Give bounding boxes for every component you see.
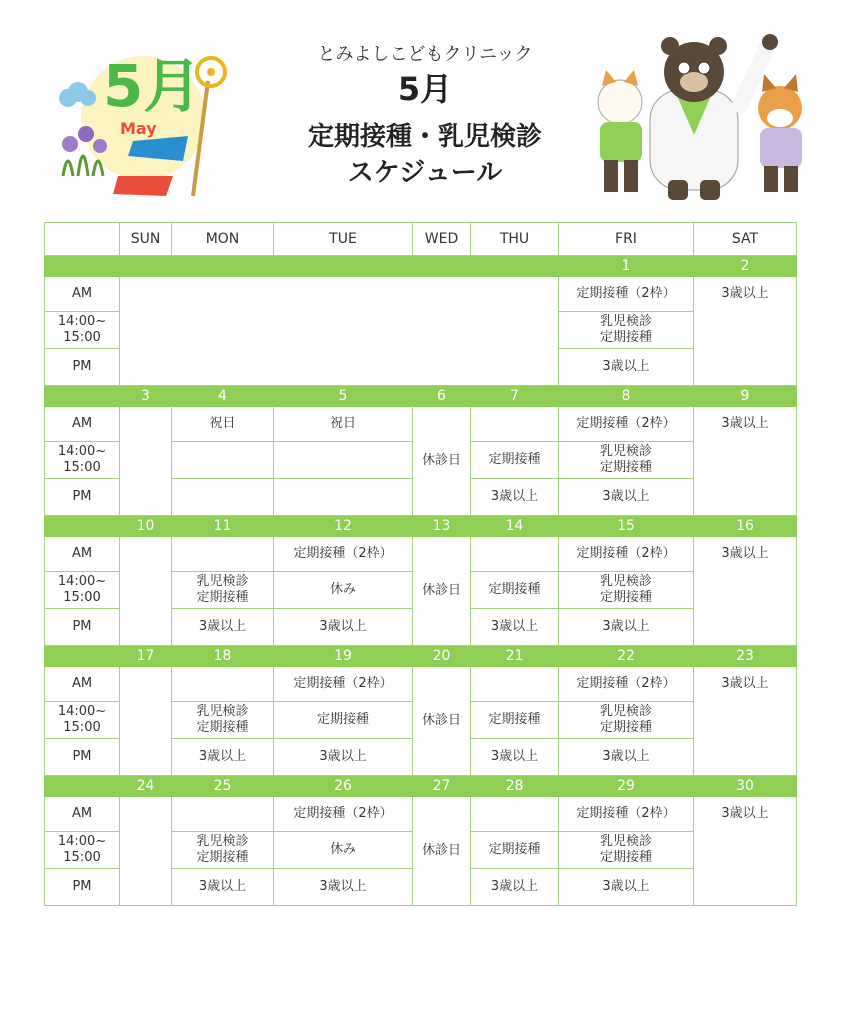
schedule-cell: 3歳以上 xyxy=(694,537,797,646)
slot-label-afternoon xyxy=(45,832,120,869)
schedule-cell: 定期接種（2枠） xyxy=(559,667,694,702)
empty-cell xyxy=(172,479,274,516)
schedule-cell: 3歳以上 xyxy=(694,667,797,776)
date-cell: 9 xyxy=(694,386,797,407)
date-cell: 6 xyxy=(413,386,471,407)
schedule-cell: 定期接種（2枠） xyxy=(559,537,694,572)
schedule-cell xyxy=(172,572,274,609)
am-row xyxy=(45,667,797,702)
cell-line: 定期接種 xyxy=(599,720,652,735)
empty-cell xyxy=(471,797,559,832)
schedule-title-line2: スケジュール xyxy=(347,158,503,188)
am-row xyxy=(45,277,797,312)
slot-time-end: 15:00 xyxy=(63,460,101,475)
empty-cell xyxy=(120,797,172,906)
schedule-cell xyxy=(559,442,694,479)
slot-label-afternoon xyxy=(45,702,120,739)
date-cell: 10 xyxy=(120,516,172,537)
closed-day-cell: 休診日 xyxy=(413,667,471,776)
date-row xyxy=(45,256,797,277)
date-cell: 2 xyxy=(694,256,797,277)
cell-line: 定期接種 xyxy=(196,850,249,865)
cell-line: 定期接種 xyxy=(599,850,652,865)
date-cell: 20 xyxy=(413,646,471,667)
schedule-cell: 3歳以上 xyxy=(274,869,413,906)
slot-time-start: 14:00~ xyxy=(57,834,107,849)
schedule-cell: 3歳以上 xyxy=(471,869,559,906)
schedule-cell: 3歳以上 xyxy=(559,479,694,516)
am-row xyxy=(45,797,797,832)
cell-line: 定期接種 xyxy=(599,460,652,475)
slot-label-am: AM xyxy=(45,797,120,832)
empty-cell xyxy=(172,537,274,572)
schedule-cell: 定期接種 xyxy=(471,832,559,869)
schedule-cell: 定期接種（2枠） xyxy=(559,277,694,312)
weekday-header-row xyxy=(45,223,797,256)
header-fri: FRI xyxy=(559,223,694,256)
schedule-cell: 定期接種 xyxy=(471,442,559,479)
empty-cell xyxy=(274,479,413,516)
date-cell xyxy=(471,256,559,277)
empty-cell xyxy=(120,667,172,776)
date-cell: 7 xyxy=(471,386,559,407)
schedule-cell: 3歳以上 xyxy=(559,349,694,386)
slot-time-start: 14:00~ xyxy=(57,574,107,589)
schedule-cell: 定期接種（2枠） xyxy=(559,797,694,832)
slot-label-afternoon xyxy=(45,312,120,349)
date-cell-blank xyxy=(45,386,120,407)
badge-month-english: May xyxy=(120,119,157,138)
slot-label-am: AM xyxy=(45,407,120,442)
slot-label-pm: PM xyxy=(45,349,120,386)
date-cell: 24 xyxy=(120,776,172,797)
closed-day-cell: 休診日 xyxy=(413,407,471,516)
slot-label-pm: PM xyxy=(45,869,120,906)
date-cell: 5 xyxy=(274,386,413,407)
slot-label-afternoon xyxy=(45,442,120,479)
schedule-cell: 3歳以上 xyxy=(274,739,413,776)
date-cell: 28 xyxy=(471,776,559,797)
slot-time-start: 14:00~ xyxy=(57,704,107,719)
schedule-cell: 定期接種 xyxy=(471,572,559,609)
date-cell: 14 xyxy=(471,516,559,537)
date-cell: 15 xyxy=(559,516,694,537)
slot-label-pm: PM xyxy=(45,609,120,646)
schedule-cell xyxy=(559,832,694,869)
schedule-title-line1: 定期接種・乳児検診 xyxy=(307,122,542,152)
date-cell: 3 xyxy=(120,386,172,407)
schedule-cell: 定期接種 xyxy=(471,702,559,739)
cell-line: 乳児検診 xyxy=(599,574,652,589)
closed-day-cell: 休診日 xyxy=(413,797,471,906)
schedule-cell: 3歳以上 xyxy=(172,739,274,776)
may-koinobori-illustration xyxy=(48,36,248,201)
page-header xyxy=(0,0,853,215)
date-cell: 16 xyxy=(694,516,797,537)
schedule-cell: 休み xyxy=(274,832,413,869)
month-title: 5月 xyxy=(397,70,453,108)
date-cell-blank xyxy=(45,646,120,667)
empty-cell xyxy=(120,537,172,646)
slot-label-pm: PM xyxy=(45,739,120,776)
header-blank xyxy=(45,223,120,256)
slot-label-pm: PM xyxy=(45,479,120,516)
date-cell: 12 xyxy=(274,516,413,537)
date-cell-blank xyxy=(45,256,120,277)
clinic-name: とみよしこどもクリニック xyxy=(317,44,533,65)
date-cell: 1 xyxy=(559,256,694,277)
cell-line: 乳児検診 xyxy=(196,704,249,719)
date-cell: 11 xyxy=(172,516,274,537)
slot-time-start: 14:00~ xyxy=(57,314,107,329)
schedule-cell: 3歳以上 xyxy=(471,479,559,516)
date-cell: 17 xyxy=(120,646,172,667)
slot-label-afternoon xyxy=(45,572,120,609)
schedule-cell: 3歳以上 xyxy=(274,609,413,646)
date-cell-blank xyxy=(45,776,120,797)
schedule-cell: 3歳以上 xyxy=(694,277,797,386)
date-cell: 29 xyxy=(559,776,694,797)
closed-day-cell: 休診日 xyxy=(413,537,471,646)
schedule-cell xyxy=(172,702,274,739)
schedule-cell xyxy=(559,312,694,349)
schedule-cell: 定期接種（2枠） xyxy=(274,537,413,572)
schedule-cell xyxy=(559,572,694,609)
header-sun: SUN xyxy=(120,223,172,256)
slot-time-end: 15:00 xyxy=(63,330,101,345)
schedule-cell: 祝日 xyxy=(274,407,413,442)
cell-line: 乳児検診 xyxy=(599,704,652,719)
am-row xyxy=(45,537,797,572)
date-cell xyxy=(274,256,413,277)
mascot-characters-illustration xyxy=(590,30,820,210)
date-cell: 30 xyxy=(694,776,797,797)
cell-line: 乳児検診 xyxy=(196,574,249,589)
date-cell: 21 xyxy=(471,646,559,667)
header-wed: WED xyxy=(413,223,471,256)
schedule-cell: 定期接種（2枠） xyxy=(559,407,694,442)
schedule-cell: 3歳以上 xyxy=(172,869,274,906)
schedule-cell: 定期接種 xyxy=(274,702,413,739)
date-cell xyxy=(413,256,471,277)
empty-cell xyxy=(120,407,172,516)
schedule-cell: 3歳以上 xyxy=(471,609,559,646)
date-cell: 25 xyxy=(172,776,274,797)
cell-line: 乳児検診 xyxy=(599,444,652,459)
header-mon: MON xyxy=(172,223,274,256)
cell-line: 定期接種 xyxy=(599,590,652,605)
date-row xyxy=(45,646,797,667)
date-cell: 8 xyxy=(559,386,694,407)
cell-line: 乳児検診 xyxy=(599,834,652,849)
am-row xyxy=(45,407,797,442)
schedule-cell: 3歳以上 xyxy=(559,869,694,906)
cell-line: 定期接種 xyxy=(196,590,249,605)
slot-label-am: AM xyxy=(45,667,120,702)
header-sat: SAT xyxy=(694,223,797,256)
slot-label-am: AM xyxy=(45,277,120,312)
schedule-cell: 祝日 xyxy=(172,407,274,442)
cell-line: 定期接種 xyxy=(196,720,249,735)
slot-time-start: 14:00~ xyxy=(57,444,107,459)
schedule-cell: 定期接種（2枠） xyxy=(274,797,413,832)
empty-cell xyxy=(172,797,274,832)
empty-cell xyxy=(471,537,559,572)
schedule-cell: 3歳以上 xyxy=(694,407,797,516)
empty-cell xyxy=(172,667,274,702)
schedule-calendar xyxy=(44,222,797,906)
date-cell: 22 xyxy=(559,646,694,667)
date-cell: 23 xyxy=(694,646,797,667)
slot-time-end: 15:00 xyxy=(63,590,101,605)
cell-line: 乳児検診 xyxy=(599,314,652,329)
schedule-cell: 3歳以上 xyxy=(694,797,797,906)
date-cell: 13 xyxy=(413,516,471,537)
date-row xyxy=(45,776,797,797)
date-cell: 19 xyxy=(274,646,413,667)
schedule-cell: 3歳以上 xyxy=(559,609,694,646)
empty-cell xyxy=(120,277,559,386)
slot-label-am: AM xyxy=(45,537,120,572)
empty-cell xyxy=(274,442,413,479)
date-cell xyxy=(120,256,172,277)
date-cell: 18 xyxy=(172,646,274,667)
header-tue: TUE xyxy=(274,223,413,256)
slot-time-end: 15:00 xyxy=(63,720,101,735)
cell-line: 乳児検診 xyxy=(196,834,249,849)
slot-time-end: 15:00 xyxy=(63,850,101,865)
date-cell: 27 xyxy=(413,776,471,797)
header-thu: THU xyxy=(471,223,559,256)
schedule-cell: 定期接種（2枠） xyxy=(274,667,413,702)
schedule-cell: 3歳以上 xyxy=(559,739,694,776)
empty-cell xyxy=(172,442,274,479)
schedule-cell xyxy=(172,832,274,869)
empty-cell xyxy=(471,667,559,702)
schedule-cell: 3歳以上 xyxy=(172,609,274,646)
schedule-cell: 3歳以上 xyxy=(471,739,559,776)
date-cell-blank xyxy=(45,516,120,537)
date-row xyxy=(45,386,797,407)
date-cell xyxy=(172,256,274,277)
empty-cell xyxy=(471,407,559,442)
schedule-cell: 休み xyxy=(274,572,413,609)
schedule-cell xyxy=(559,702,694,739)
date-row xyxy=(45,516,797,537)
date-cell: 4 xyxy=(172,386,274,407)
badge-month-number: 5月 xyxy=(103,52,202,120)
date-cell: 26 xyxy=(274,776,413,797)
cell-line: 定期接種 xyxy=(599,330,652,345)
